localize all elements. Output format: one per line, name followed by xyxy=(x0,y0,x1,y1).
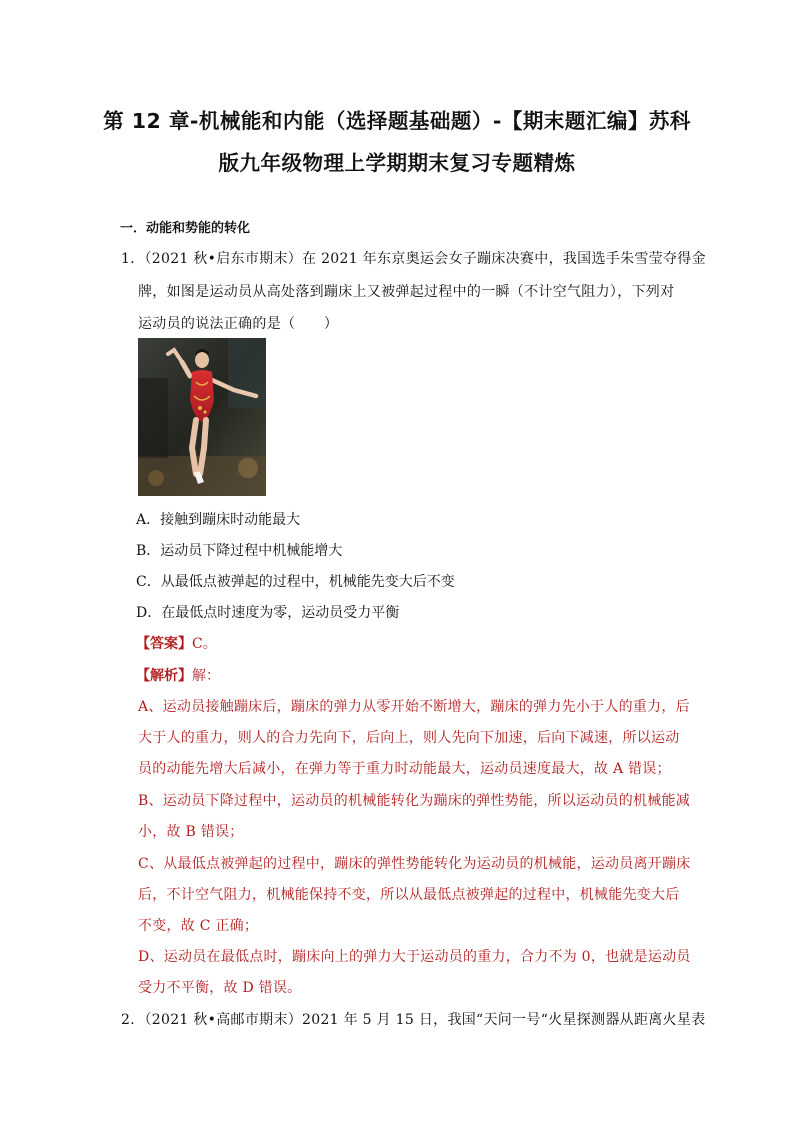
question-1-option-d: D．在最低点时速度为零，运动员受力平衡 xyxy=(136,605,400,621)
explanation-line-8: 不变，故 C 正确； xyxy=(138,918,259,934)
answer-label: 【答案】 xyxy=(136,636,192,652)
explanation-line-7: 后，不计空气阻力，机械能保持不变，所以从最低点被弹起的过程中，机械能先变大后 xyxy=(138,887,680,903)
explanation-line-1: A、运动员接触蹦床后，蹦床的弹力从零开始不断增大，蹦床的弹力先小于人的重力，后 xyxy=(138,699,690,715)
explanation-line-5: 小，故 B 错误； xyxy=(138,824,244,840)
answer-value: C。 xyxy=(192,636,217,652)
explanation-line-2: 大于人的重力，则人的合力先向下，后向上，则人先向下加速，后向下减速，所以运动 xyxy=(138,730,680,746)
document-title-line-2: 版九年级物理上学期期末复习专题精炼 xyxy=(218,151,576,175)
explanation-line-4: B、运动员下降过程中，运动员的机械能转化为蹦床的弹性势能，所以运动员的机械能减 xyxy=(138,793,691,809)
analysis-label: 【解析】 xyxy=(136,668,192,684)
analysis-line xyxy=(136,665,220,685)
explanation-line-3: 员的动能先增大后减小，在弹力等于重力时动能最大，运动员速度最大，故 A 错误； xyxy=(138,761,671,777)
trampoline-athlete-photo xyxy=(138,338,266,496)
question-2-line-1: 2．（2021 秋•高邮市期末）2021 年 5 月 15 日，我国“天问一号“火星探测器从距离火星表 xyxy=(121,1012,706,1028)
question-1-option-a: A．接触到蹦床时动能最大 xyxy=(136,512,301,528)
question-1-option-c: C．从最低点被弹起的过程中，机械能先变大后不变 xyxy=(136,574,455,590)
document-title-line-1: 第 12 章-机械能和内能（选择题基础题）-【期末题汇编】苏科 xyxy=(103,109,691,133)
question-1-line-3: 运动员的说法正确的是（ ） xyxy=(138,316,339,332)
section-heading: 一．动能和势能的转化 xyxy=(120,221,251,236)
explanation-line-10: 受力不平衡，故 D 错误。 xyxy=(138,980,302,996)
question-1-line-2: 牌，如图是运动员从高处落到蹦床上又被弹起过程中的一瞬（不计空气阻力），下列对 xyxy=(138,284,675,300)
answer-line xyxy=(136,633,217,653)
explanation-line-9: D、运动员在最低点时，蹦床向上的弹力大于运动员的重力，合力不为 0，也就是运动员 xyxy=(138,949,691,965)
question-1-line-1: 1．（2021 秋•启东市期末）在 2021 年东京奥运会女子蹦床决赛中，我国选手朱雪莹夺得金 xyxy=(121,251,706,267)
explanation-line-6: C、从最低点被弹起的过程中，蹦床的弹性势能转化为运动员的机械能，运动员离开蹦床 xyxy=(138,856,691,872)
analysis-value: 解： xyxy=(192,668,220,684)
question-1-option-b: B．运动员下降过程中机械能增大 xyxy=(136,543,343,559)
